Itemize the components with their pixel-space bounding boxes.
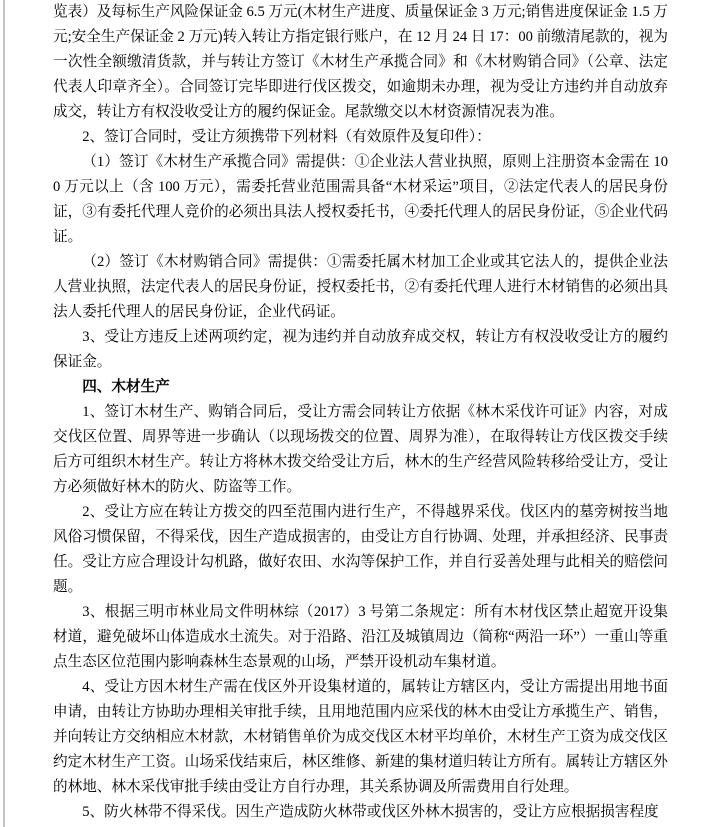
paragraph: （1）签订《木材生产承揽合同》需提供：①企业法人营业执照，原则上注册资本金需在 100 万元以上（含 100 万元），需委托营业范围需具备“木材采运”项目，②法定代表人的居民身份证，③有委托代理人竞价的必须出具法人授权委托书，④委托代理人的居民身份证，⑤企业代码证。: [53, 154, 668, 245]
paragraph: 3、根据三明市林业局文件明林综（2017）3 号第二条规定：所有木材伐区禁止超宽开设集材道，避免破坏山体造成水土流失。对于沿路、沿江及城镇周边（简称“两沿一环”）一重山等重点生态区位范围内影响森林生态景观的山场，严禁开设机动车集材道。: [53, 604, 668, 670]
paragraph: 3、受让方违反上述两项约定，视为违约并自动放弃成交权，转让方有权没收受让方的履约保证金。: [53, 329, 668, 370]
paragraph: 2、签订合同时，受让方须携带下列材料（有效原件及复印件）：: [82, 129, 491, 145]
section-heading: 四、木材生产: [82, 379, 170, 395]
paragraph: 4、受让方因木材生产需在伐区外开设集材道的，属转让方辖区内，受让方需提出用地书面申请，由转让方协助办理相关审批手续，且用地范围内应采伐的林木由受让方承揽生产、销售，并向转让方交纳相应木材款，木材销售单价为成交伐区木材平均单价，木材生产工资为成交伐区约定木材生产工资。山场采伐结束后，林区维修、新建的集材道归转让方所有。属转让方辖区外的林地、林木采伐审批手续由受让方自行办理，其关系协调及所需费用自行处理。: [53, 679, 668, 795]
paragraph: 览表）及每标生产风险保证金 6.5 万元(木材生产进度、质量保证金 3 万元;销售进度保证金 1.5 万元;安全生产保证金 2 万元)转入转让方指定银行账户，在 12 月 24 日 17：00 前缴清尾款的，视为一次性全额缴清货款，并与转让方签订《木材生产承揽合同》和《木材购销合同》（公章、法定代表人印章齐全）。合同签订完毕即进行伐区拨交，如逾期未办理，视为受让方违约并自动放弃成交，转让方有权没收受让方的履约保证金。尾款缴交以木材资源情况表为准。: [53, 4, 668, 120]
paragraph: 1、签订木材生产、购销合同后，受让方需会同转让方依据《林木采伐许可证》内容，对成交伐区位置、周界等进一步确认（以现场拨交的位置、周界为准），在取得转让方伐区拨交手续后方可组织木材生产。转让方将林木拨交给受让方后，林木的生产经营风险转移给受让方，受让方必须做好林木的防火、防盗等工作。: [53, 404, 668, 495]
paragraph: 2、受让方应在转让方拨交的四至范围内进行生产，不得越界采伐。伐区内的墓旁树按当地风俗习惯保留，不得采伐，因生产造成损害的，由受让方自行协调、处理，并承担经济、民事责任。受让方应合理设计勾机路，做好农田、水沟等保护工作，并自行妥善处理与此相关的赔偿问题。: [53, 504, 668, 595]
document-body: [53, 0, 668, 827]
paragraph: （2）签订《木材购销合同》需提供：①需委托属木材加工企业或其它法人的，提供企业法人营业执照，法定代表人的居民身份证，授权委托书，②有委托代理人进行木材销售的必须出具法人委托代理人的居民身份证，企业代码证。: [53, 254, 668, 320]
paragraph: 5、防火林带不得采伐。因生产造成防火林带或伐区外林木损害的，受让方应根据损害程度: [82, 804, 659, 820]
page-left-border: [3, 0, 5, 827]
